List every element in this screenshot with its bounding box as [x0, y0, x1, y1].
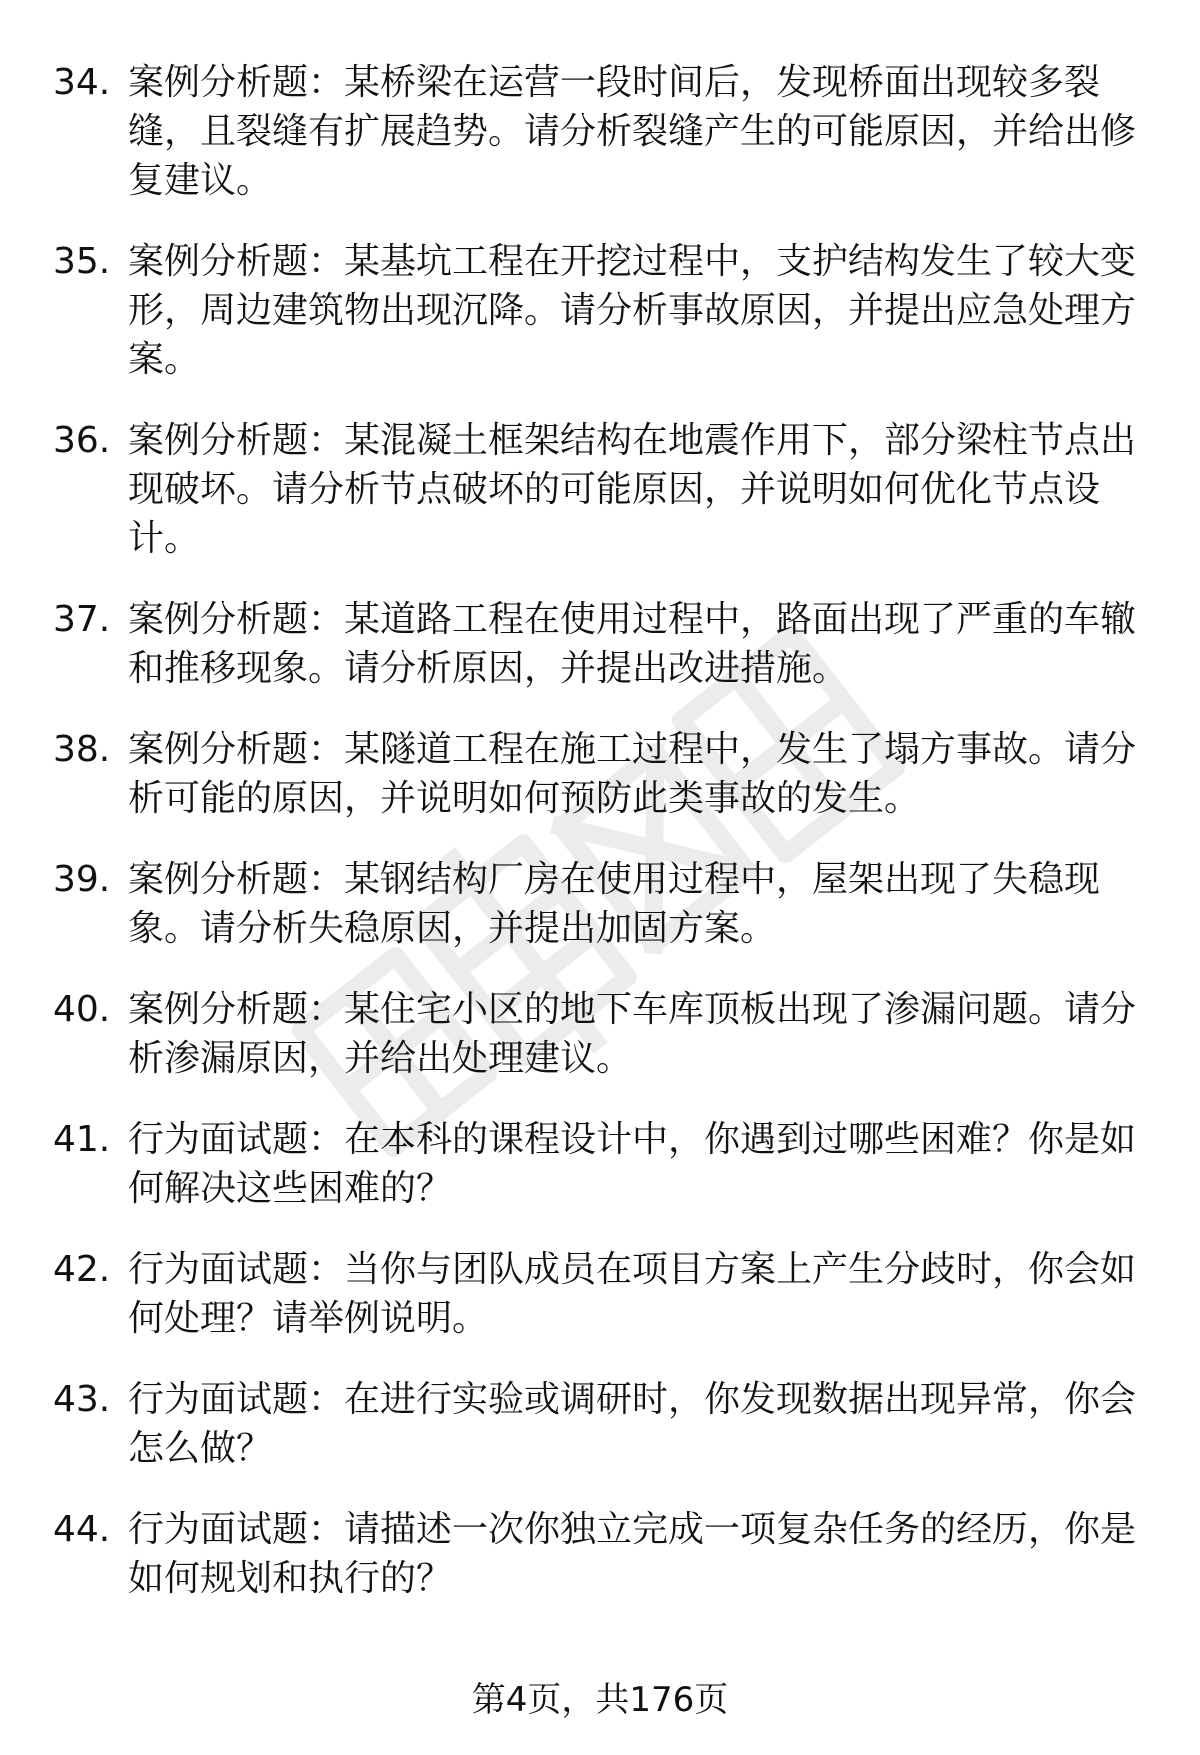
question-number: 44. — [53, 1509, 111, 1550]
question-text: 案例分析题：某钢结构厂房在使用过程中，屋架出现了失稳现象。请分析失稳原因，并提出加固方案。 — [128, 859, 1101, 949]
question-item — [0, 985, 1200, 1083]
question-item — [0, 237, 1200, 384]
question-item — [0, 58, 1200, 205]
question-number: 40. — [53, 989, 111, 1030]
question-number: 36. — [53, 420, 111, 461]
question-item — [0, 725, 1200, 823]
page-footer: 第4页，共176页 — [471, 1680, 729, 1720]
question-text: 案例分析题：某混凝土框架结构在地震作用下，部分梁柱节点出现破坏。请分析节点破坏的可能原因，并说明如何优化节点设计。 — [128, 420, 1137, 559]
question-number: 38. — [53, 729, 111, 770]
question-text: 案例分析题：某住宅小区的地下车库顶板出现了渗漏问题。请分析渗漏原因，并给出处理建议。 — [128, 989, 1137, 1079]
question-number: 34. — [53, 62, 111, 103]
question-number: 42. — [53, 1249, 111, 1290]
question-item — [0, 416, 1200, 563]
question-list — [0, 58, 1200, 1635]
question-item — [0, 595, 1200, 693]
question-text: 行为面试题：在进行实验或调研时，你发现数据出现异常，你会怎么做？ — [128, 1379, 1137, 1469]
question-item — [0, 1115, 1200, 1213]
question-number: 37. — [53, 599, 111, 640]
question-item — [0, 1375, 1200, 1473]
question-text: 行为面试题：请描述一次你独立完成一项复杂任务的经历，你是如何规划和执行的？ — [128, 1509, 1137, 1599]
question-item — [0, 1245, 1200, 1343]
question-item — [0, 1505, 1200, 1603]
question-text: 行为面试题：当你与团队成员在项目方案上产生分歧时，你会如何处理？请举例说明。 — [128, 1249, 1137, 1339]
question-number: 35. — [53, 241, 111, 282]
question-number: 39. — [53, 859, 111, 900]
question-number: 43. — [53, 1379, 111, 1420]
question-text: 案例分析题：某道路工程在使用过程中，路面出现了严重的车辙和推移现象。请分析原因，并提出改进措施。 — [128, 599, 1137, 689]
question-number: 41. — [53, 1119, 111, 1160]
question-item — [0, 855, 1200, 953]
question-text: 行为面试题：在本科的课程设计中，你遇到过哪些困难？你是如何解决这些困难的？ — [128, 1119, 1137, 1209]
question-text: 案例分析题：某桥梁在运营一段时间后，发现桥面出现较多裂缝，且裂缝有扩展趋势。请分析裂缝产生的可能原因，并给出修复建议。 — [128, 62, 1137, 201]
question-text: 案例分析题：某基坑工程在开挖过程中，支护结构发生了较大变形，周边建筑物出现沉降。请分析事故原因，并提出应急处理方案。 — [128, 241, 1137, 380]
question-text: 案例分析题：某隧道工程在施工过程中，发生了塌方事故。请分析可能的原因，并说明如何预防此类事故的发生。 — [128, 729, 1137, 819]
